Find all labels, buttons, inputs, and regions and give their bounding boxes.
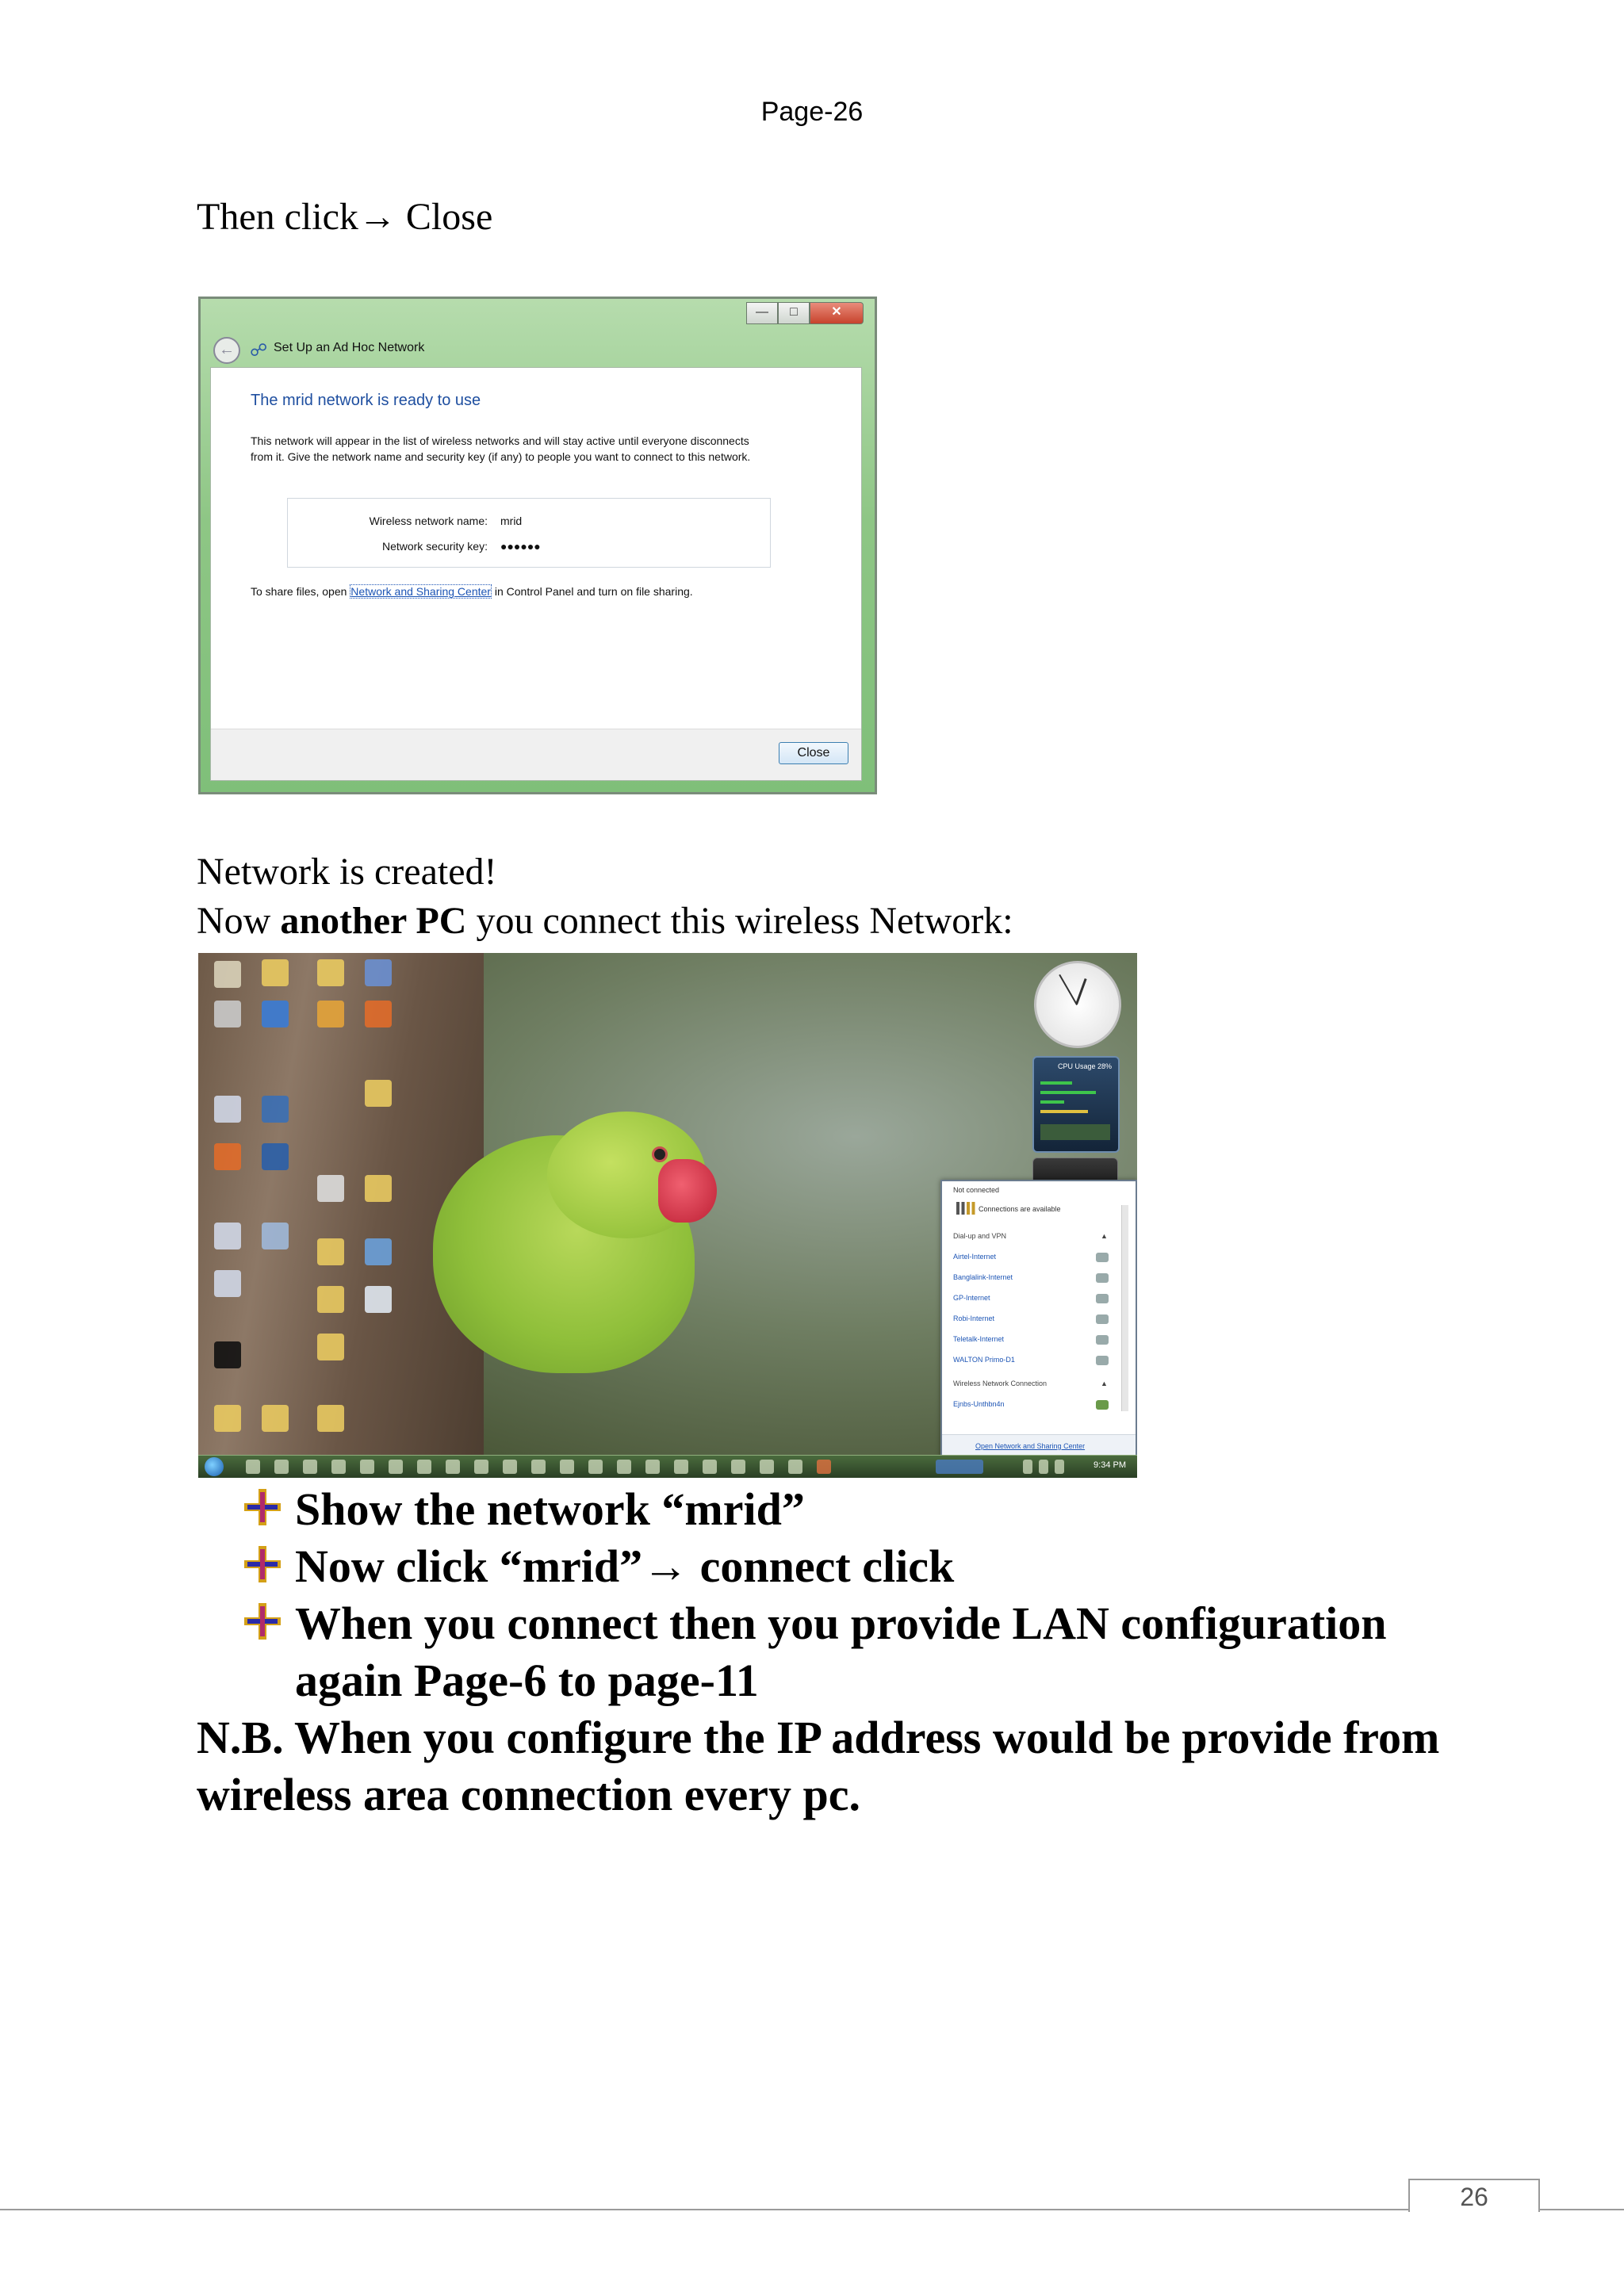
- taskbar-app-icon[interactable]: [760, 1460, 774, 1474]
- signal-icon: [956, 1202, 977, 1215]
- dialog-description: This network will appear in the list of wireless networks and will stay active until everyone disconnects from it. Give the network name and security key (if any) to people you want to connect to this network.: [251, 434, 751, 463]
- taskbar-app-icon[interactable]: [503, 1460, 517, 1474]
- dialup-section-header[interactable]: Dial-up and VPN: [953, 1232, 1007, 1240]
- desktop-app-icon[interactable]: [262, 1096, 289, 1123]
- desktop-folder-icon[interactable]: [262, 1405, 289, 1432]
- share-suffix: in Control Panel and turn on file sharing.: [494, 585, 693, 598]
- network-details-box: [287, 498, 771, 568]
- chevron-up-icon[interactable]: ▲: [1101, 1380, 1108, 1387]
- tray-icon[interactable]: [1039, 1460, 1048, 1474]
- taskbar-app-icon[interactable]: [303, 1460, 317, 1474]
- desktop-app-icon[interactable]: [365, 1001, 392, 1027]
- dialog-title: Set Up an Ad Hoc Network: [274, 341, 425, 354]
- arrow-icon: →: [358, 196, 396, 238]
- close-button[interactable]: Close: [779, 742, 848, 764]
- dialog-content: [210, 367, 862, 781]
- taskbar-app-icon[interactable]: [417, 1460, 431, 1474]
- network-icon: ☍: [250, 340, 268, 360]
- footer-divider: [0, 2209, 1624, 2210]
- desktop-app-icon[interactable]: [317, 1175, 344, 1202]
- desktop-folder-icon[interactable]: [262, 959, 289, 986]
- taskbar-app-icon[interactable]: [703, 1460, 717, 1474]
- arrow-bullet-icon: [243, 1544, 282, 1584]
- intro-text: Then click: [197, 196, 358, 238]
- clock-gadget: [1034, 961, 1121, 1048]
- not-connected-label: Not connected: [953, 1186, 1000, 1194]
- security-key-label: Network security key:: [381, 540, 488, 553]
- modem-icon: [1096, 1253, 1109, 1262]
- taskbar-app-icon[interactable]: [674, 1460, 688, 1474]
- dialog-heading: The mrid network is ready to use: [251, 392, 481, 409]
- desktop-app-icon[interactable]: [214, 1143, 241, 1170]
- desktop-folder-icon[interactable]: [365, 1080, 392, 1107]
- wifi-signal-icon: [1096, 1400, 1109, 1410]
- network-item[interactable]: Teletalk-Internet: [953, 1335, 1005, 1343]
- taskbar-app-icon[interactable]: [474, 1460, 488, 1474]
- network-sharing-center-link[interactable]: Network and Sharing Center: [350, 585, 491, 598]
- taskbar-app-icon[interactable]: [588, 1460, 603, 1474]
- now-prefix: Now: [197, 900, 271, 942]
- back-arrow-icon[interactable]: ←: [213, 337, 240, 364]
- share-instructions: [251, 585, 693, 598]
- taskbar-app-icon[interactable]: [274, 1460, 289, 1474]
- chevron-up-icon[interactable]: ▲: [1101, 1232, 1108, 1240]
- cpu-bar: [1040, 1081, 1072, 1085]
- network-name-value: mrid: [500, 515, 523, 527]
- nb-note-line1: N.B. When you configure the IP address would be provide from: [197, 1712, 1440, 1763]
- taskbar-app-icon[interactable]: [617, 1460, 631, 1474]
- tray-icon[interactable]: [1023, 1460, 1032, 1474]
- share-prefix: To share files, open: [251, 585, 347, 598]
- taskbar-app-icon[interactable]: [531, 1460, 546, 1474]
- taskbar-app-icon[interactable]: [360, 1460, 374, 1474]
- network-item[interactable]: WALTON Primo-D1: [953, 1356, 1015, 1364]
- modem-icon: [1096, 1273, 1109, 1283]
- modem-icon: [1096, 1314, 1109, 1324]
- bullet-click-connect: [295, 1540, 954, 1593]
- cpu-bar: [1040, 1091, 1096, 1094]
- clock-hour-hand: [1075, 978, 1086, 1004]
- desktop-app-icon[interactable]: [214, 1223, 241, 1249]
- arrow-bullet-icon: [243, 1601, 282, 1641]
- taskbar-app-icon[interactable]: [817, 1460, 831, 1474]
- desktop-app-icon[interactable]: [214, 1001, 241, 1027]
- taskbar-app-icon[interactable]: [389, 1460, 403, 1474]
- desktop-app-icon[interactable]: [214, 1341, 241, 1368]
- window-close-button[interactable]: ✕: [810, 302, 864, 324]
- desktop-screenshot: [198, 953, 1137, 1478]
- network-item[interactable]: GP-Internet: [953, 1294, 990, 1302]
- modem-icon: [1096, 1294, 1109, 1303]
- desktop-app-icon[interactable]: [262, 1223, 289, 1249]
- network-created-text: Network is created!: [197, 851, 497, 893]
- network-flyout: [940, 1180, 1137, 1462]
- desktop-app-icon[interactable]: [214, 1096, 241, 1123]
- network-name-label: Wireless network name:: [369, 515, 488, 527]
- maximize-button[interactable]: □: [778, 302, 810, 324]
- desktop-app-icon[interactable]: [262, 1143, 289, 1170]
- bullet-show-network: Show the network “mrid”: [295, 1483, 805, 1535]
- intro-line: [197, 195, 492, 239]
- taskbar-app-icon[interactable]: [560, 1460, 574, 1474]
- desktop-app-icon[interactable]: [262, 1001, 289, 1027]
- desktop-app-icon[interactable]: [365, 1238, 392, 1265]
- taskbar-app-icon[interactable]: [331, 1460, 346, 1474]
- wireless-network-item[interactable]: Ejnbs-Unthbn4n: [953, 1400, 1005, 1408]
- language-bar-icon[interactable]: [936, 1460, 983, 1474]
- taskbar-app-icon[interactable]: [731, 1460, 745, 1474]
- bullet-lan-config-line1: When you connect then you provide LAN configuration: [295, 1598, 1387, 1649]
- arrow-icon: →: [642, 1540, 689, 1592]
- nb-note-line2: wireless area connection every pc.: [197, 1769, 861, 1820]
- start-button-icon[interactable]: [205, 1457, 224, 1476]
- adhoc-dialog-screenshot: [198, 297, 877, 794]
- cpu-usage-label: CPU Usage 28%: [1058, 1062, 1113, 1070]
- cpu-bar: [1040, 1100, 1064, 1104]
- taskbar-app-icon[interactable]: [645, 1460, 660, 1474]
- desktop-folder-icon[interactable]: [317, 1334, 344, 1360]
- cpu-bar: [1040, 1110, 1088, 1113]
- flyout-scrollbar[interactable]: [1121, 1205, 1128, 1411]
- volume-icon[interactable]: [1055, 1460, 1064, 1474]
- now-line: [197, 899, 1013, 943]
- taskbar-app-icon[interactable]: [788, 1460, 802, 1474]
- page-header: Page-26: [760, 97, 864, 127]
- minimize-button[interactable]: —: [746, 302, 778, 324]
- taskbar-clock[interactable]: 9:34 PM: [1094, 1460, 1126, 1470]
- intro-target: Close: [405, 196, 493, 238]
- desktop-folder-icon[interactable]: [317, 1238, 344, 1265]
- cpu-graph: [1040, 1124, 1110, 1140]
- bullet-lan-config-line2: again Page-6 to page-11: [295, 1655, 759, 1706]
- modem-icon: [1096, 1335, 1109, 1345]
- taskbar-app-icon[interactable]: [246, 1460, 260, 1474]
- bullet-click-text: Now click “mrid”: [295, 1540, 643, 1592]
- connections-available-label: Connections are available: [979, 1205, 1061, 1213]
- network-item[interactable]: Robi-Internet: [953, 1314, 995, 1322]
- desktop-app-icon[interactable]: [214, 1270, 241, 1297]
- open-network-center-link[interactable]: Open Network and Sharing Center: [975, 1442, 1086, 1450]
- now-bold: another PC: [280, 900, 467, 942]
- desktop-folder-icon[interactable]: [214, 961, 241, 988]
- arrow-bullet-icon: [243, 1487, 282, 1527]
- desktop-app-icon[interactable]: [365, 1286, 392, 1313]
- bullet-connect-text: connect click: [699, 1540, 955, 1592]
- cpu-meter-gadget: [1032, 1056, 1120, 1153]
- desktop-folder-icon[interactable]: [214, 1405, 241, 1432]
- parrot-eye-image: [652, 1146, 668, 1162]
- desktop-folder-icon[interactable]: [317, 959, 344, 986]
- security-key-value: ●●●●●●: [500, 540, 541, 553]
- desktop-computer-icon[interactable]: [365, 959, 392, 986]
- page-number: 26: [1408, 2179, 1540, 2212]
- dialog-footer: [211, 729, 861, 780]
- window-controls: [746, 302, 864, 324]
- desktop-folder-icon[interactable]: [365, 1175, 392, 1202]
- network-item[interactable]: Banglalink-Internet: [953, 1273, 1013, 1281]
- clock-minute-hand: [1059, 974, 1078, 1005]
- now-suffix: you connect this wireless Network:: [476, 900, 1013, 942]
- taskbar-app-icon[interactable]: [446, 1460, 460, 1474]
- desktop-app-icon[interactable]: [317, 1001, 344, 1027]
- parrot-beak-image: [658, 1159, 717, 1223]
- desktop-folder-icon[interactable]: [317, 1286, 344, 1313]
- desktop-folder-icon[interactable]: [317, 1405, 344, 1432]
- taskbar: [198, 1455, 1137, 1478]
- network-item[interactable]: Airtel-Internet: [953, 1253, 997, 1261]
- modem-icon: [1096, 1356, 1109, 1365]
- wireless-section-header[interactable]: Wireless Network Connection: [953, 1380, 1048, 1387]
